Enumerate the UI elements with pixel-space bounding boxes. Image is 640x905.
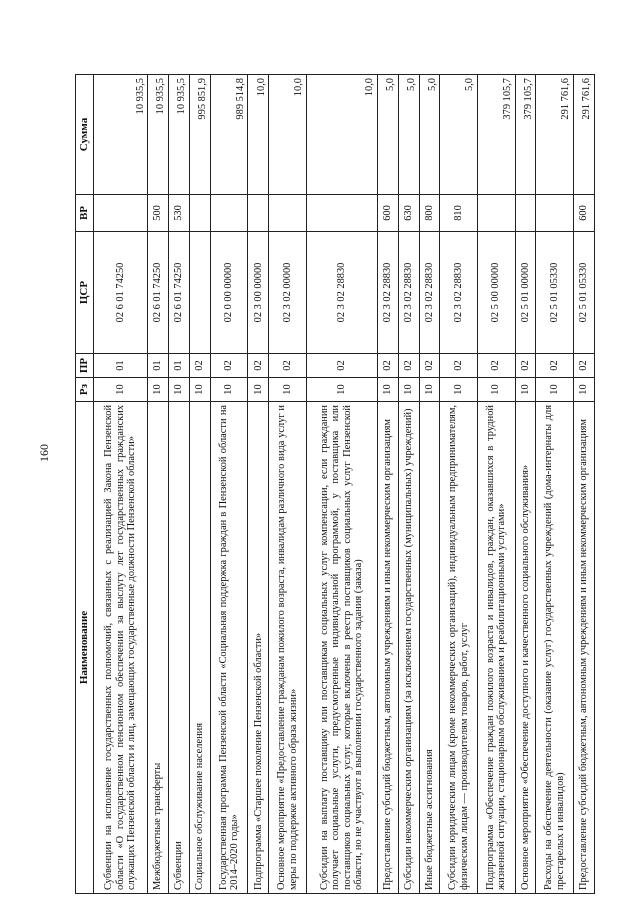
row-sum: 10 935,5 bbox=[169, 75, 190, 195]
row-rz: 10 bbox=[398, 378, 419, 402]
row-name: Государственная программа Пензенской области «Социальная поддержка граждан в Пензенской области на 2014–2020 годы» bbox=[210, 402, 248, 894]
row-sum: 10,0 bbox=[306, 75, 377, 195]
row-csr bbox=[190, 232, 211, 354]
row-sum: 5,0 bbox=[398, 75, 419, 195]
row-rz: 10 bbox=[148, 378, 169, 402]
row-vr bbox=[477, 195, 515, 232]
row-pr: 02 bbox=[306, 354, 377, 378]
row-vr bbox=[269, 195, 307, 232]
row-csr: 02 6 01 74250 bbox=[169, 232, 190, 354]
row-vr: 530 bbox=[169, 195, 190, 232]
row-rz: 10 bbox=[536, 378, 574, 402]
row-sum: 989 514,8 bbox=[210, 75, 248, 195]
row-pr: 02 bbox=[536, 354, 574, 378]
budget-table bbox=[75, 74, 595, 894]
table-row bbox=[148, 75, 169, 894]
row-pr: 01 bbox=[169, 354, 190, 378]
row-sum: 379 105,7 bbox=[477, 75, 515, 195]
row-vr: 600 bbox=[377, 195, 398, 232]
row-rz: 10 bbox=[210, 378, 248, 402]
row-csr: 02 5 01 05330 bbox=[573, 232, 594, 354]
header-sum: Сумма bbox=[76, 75, 94, 195]
row-pr: 02 bbox=[515, 354, 536, 378]
row-pr: 02 bbox=[477, 354, 515, 378]
row-name: Субсидии юридическим лицам (кроме некоммерческих организаций), индивидуальным предпринимателям, физическим лицам — производителям товаров, работ, услуг bbox=[440, 402, 478, 894]
row-vr bbox=[536, 195, 574, 232]
row-sum: 379 105,7 bbox=[515, 75, 536, 195]
row-csr: 02 6 01 74250 bbox=[148, 232, 169, 354]
row-rz: 10 bbox=[377, 378, 398, 402]
row-pr: 01 bbox=[94, 354, 148, 378]
row-rz: 10 bbox=[573, 378, 594, 402]
header-name: Наименование bbox=[76, 402, 94, 894]
row-name: Субсидии некоммерческим организациям (за исключением государственных (муниципальных) учреждений) bbox=[398, 402, 419, 894]
row-sum: 10 935,5 bbox=[148, 75, 169, 195]
row-sum: 10,0 bbox=[269, 75, 307, 195]
row-pr: 02 bbox=[210, 354, 248, 378]
row-vr bbox=[515, 195, 536, 232]
table-row bbox=[248, 75, 269, 894]
row-name: Основное мероприятие «Обеспечение доступного и качественного социального обслуживания» bbox=[515, 402, 536, 894]
row-name: Подпрограмма «Старшее поколение Пензенской области» bbox=[248, 402, 269, 894]
row-sum: 5,0 bbox=[377, 75, 398, 195]
row-csr: 02 3 02 28830 bbox=[306, 232, 377, 354]
row-vr bbox=[190, 195, 211, 232]
row-csr: 02 3 02 28830 bbox=[377, 232, 398, 354]
row-sum: 5,0 bbox=[440, 75, 478, 195]
row-name: Межбюджетные трансферты bbox=[148, 402, 169, 894]
row-csr: 02 5 01 00000 bbox=[515, 232, 536, 354]
row-vr: 600 bbox=[573, 195, 594, 232]
row-rz: 10 bbox=[477, 378, 515, 402]
row-pr: 02 bbox=[440, 354, 478, 378]
row-vr: 810 bbox=[440, 195, 478, 232]
row-csr: 02 3 00 00000 bbox=[248, 232, 269, 354]
row-sum: 291 761,6 bbox=[573, 75, 594, 195]
row-rz: 10 bbox=[419, 378, 440, 402]
table-row bbox=[190, 75, 211, 894]
table-row bbox=[306, 75, 377, 894]
row-sum: 995 851,9 bbox=[190, 75, 211, 195]
row-pr: 02 bbox=[419, 354, 440, 378]
row-pr: 02 bbox=[573, 354, 594, 378]
row-rz: 10 bbox=[248, 378, 269, 402]
table-row bbox=[536, 75, 574, 894]
row-vr bbox=[306, 195, 377, 232]
row-pr: 02 bbox=[377, 354, 398, 378]
row-name: Субвенции bbox=[169, 402, 190, 894]
row-pr: 02 bbox=[269, 354, 307, 378]
header-pr: ПР bbox=[76, 354, 94, 378]
table-row bbox=[269, 75, 307, 894]
table-row bbox=[398, 75, 419, 894]
row-csr: 02 3 02 28830 bbox=[440, 232, 478, 354]
row-name: Иные бюджетные ассигнования bbox=[419, 402, 440, 894]
row-name: Расходы на обеспечение деятельности (оказание услуг) государственных учреждений (дома-интернаты для престарелых и инвалидов) bbox=[536, 402, 574, 894]
row-pr: 02 bbox=[398, 354, 419, 378]
row-csr: 02 6 01 74250 bbox=[94, 232, 148, 354]
header-vr: ВР bbox=[76, 195, 94, 232]
row-name: Подпрограмма «Обеспечение граждан пожилого возраста и инвалидов, граждан, оказавшихся в трудной жизненной ситуации, стационарным обслуживанием и реабилитационными услугами» bbox=[477, 402, 515, 894]
table-row bbox=[440, 75, 478, 894]
row-sum: 10 935,5 bbox=[94, 75, 148, 195]
row-vr: 800 bbox=[419, 195, 440, 232]
row-rz: 10 bbox=[440, 378, 478, 402]
row-csr: 02 3 02 28830 bbox=[398, 232, 419, 354]
row-rz: 10 bbox=[169, 378, 190, 402]
row-csr: 02 3 02 28830 bbox=[419, 232, 440, 354]
row-name: Предоставление субсидий бюджетным, автономным учреждениям и иным некоммерческим организациям bbox=[377, 402, 398, 894]
row-rz: 10 bbox=[190, 378, 211, 402]
row-sum: 10,0 bbox=[248, 75, 269, 195]
row-name: Субвенции на исполнение государственных полномочий, связанных с реализацией Закона Пензенской области «О государственном пенсионном обеспечении за выслугу лет государственных гражданских служащих Пензенской области и лиц, замещающих государственные должности Пензенской области» bbox=[94, 402, 148, 894]
table-row bbox=[377, 75, 398, 894]
row-csr: 02 3 02 00000 bbox=[269, 232, 307, 354]
row-sum: 291 761,6 bbox=[536, 75, 574, 195]
header-rz: Рз bbox=[76, 378, 94, 402]
row-rz: 10 bbox=[94, 378, 148, 402]
row-pr: 02 bbox=[248, 354, 269, 378]
table-row bbox=[94, 75, 148, 894]
row-vr bbox=[248, 195, 269, 232]
table-row bbox=[419, 75, 440, 894]
row-name: Социальное обслуживание населения bbox=[190, 402, 211, 894]
row-name: Предоставление субсидий бюджетным, автономным учреждениям и иным некоммерческим организациям bbox=[573, 402, 594, 894]
table-row bbox=[210, 75, 248, 894]
row-csr: 02 5 01 05330 bbox=[536, 232, 574, 354]
row-rz: 10 bbox=[269, 378, 307, 402]
header-csr: ЦСР bbox=[76, 232, 94, 354]
row-name: Субсидии на выплату поставщику или поставщикам социальных услуг компенсации, если гражданин получает социальные услуги, предусмотренные индивидуальной программой, у поставщика или поставщиков социальных услуг, которые включены в реестр поставщиков социальных услуг Пензенской области, но не участвуют в выполнении государственного задания (заказа) bbox=[306, 402, 377, 894]
table-header-row bbox=[76, 75, 94, 894]
row-sum: 5,0 bbox=[419, 75, 440, 195]
table-row bbox=[515, 75, 536, 894]
row-vr: 500 bbox=[148, 195, 169, 232]
row-vr bbox=[210, 195, 248, 232]
budget-table-sheet bbox=[75, 75, 595, 894]
row-rz: 10 bbox=[306, 378, 377, 402]
row-csr: 02 5 00 00000 bbox=[477, 232, 515, 354]
table-row bbox=[573, 75, 594, 894]
row-vr bbox=[94, 195, 148, 232]
table-row bbox=[169, 75, 190, 894]
row-csr: 02 0 00 00000 bbox=[210, 232, 248, 354]
page-number: 160 bbox=[37, 444, 51, 462]
row-name: Основное мероприятие «Предоставление гражданам пожилого возраста, инвалидам различного вида услуг и меры по поддержке активного образа жизни» bbox=[269, 402, 307, 894]
row-pr: 02 bbox=[190, 354, 211, 378]
table-row bbox=[477, 75, 515, 894]
row-rz: 10 bbox=[515, 378, 536, 402]
row-vr: 630 bbox=[398, 195, 419, 232]
row-pr: 01 bbox=[148, 354, 169, 378]
